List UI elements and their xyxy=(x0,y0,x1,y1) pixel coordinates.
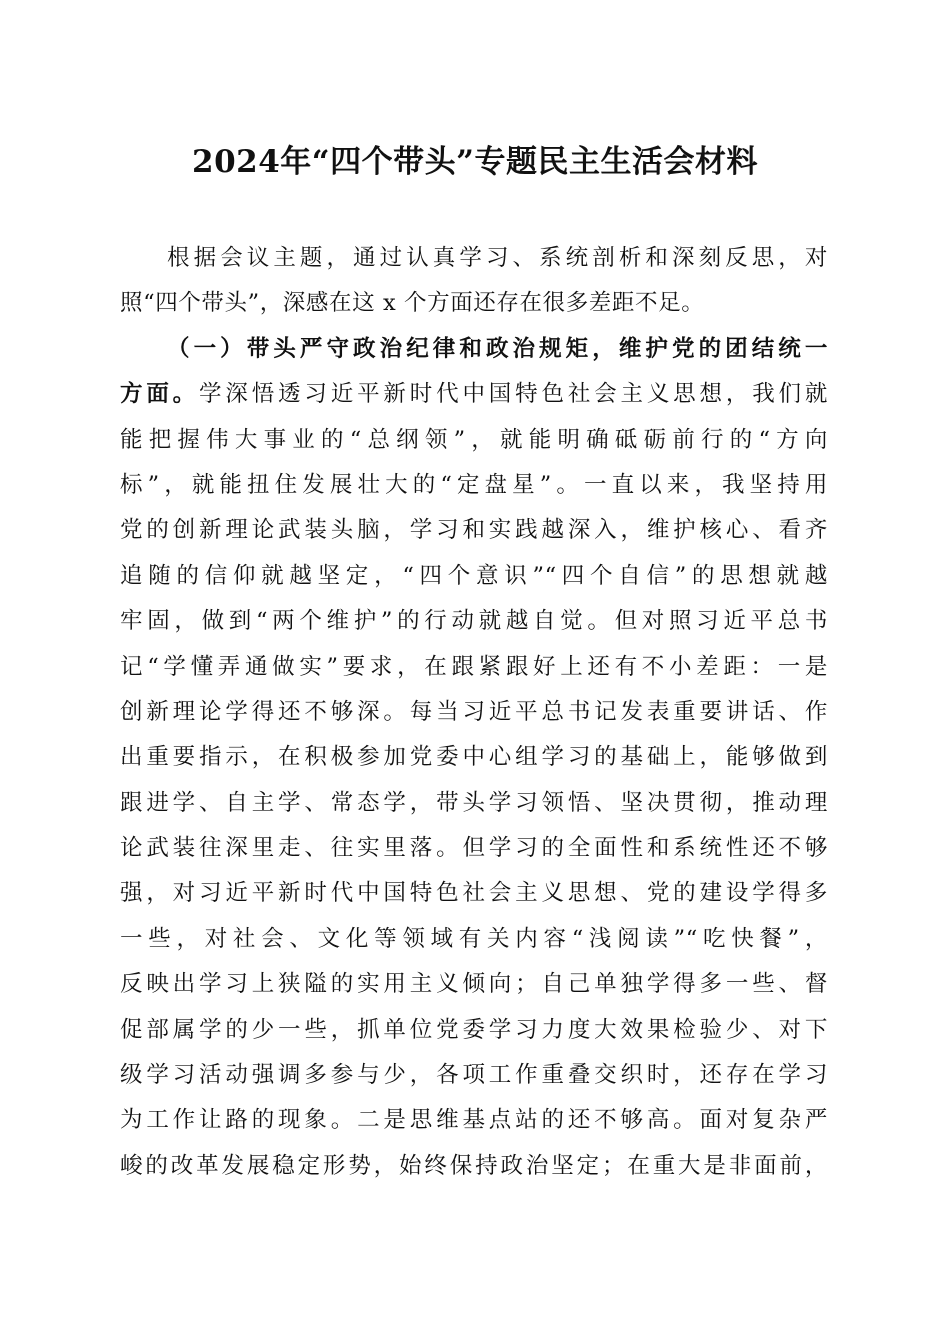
paragraph-line: 党的创新理论武装头脑，学习和实践越深入，维护核心、看齐 xyxy=(120,517,828,544)
document-title: 2024年“四个带头”专题民主生活会材料 xyxy=(192,144,758,180)
paragraph-line: 跟进学、自主学、常态学，带头学习领悟、坚决贯彻，推动理 xyxy=(120,789,828,816)
paragraph-line: 反映出学习上狭隘的实用主义倾向；自己单独学得多一些、督 xyxy=(120,971,828,998)
paragraph-text: 学深悟透习近平新时代中国特色社会主义思想，我们就 xyxy=(199,381,828,408)
paragraph-line: 根据会议主题，通过认真学习、系统剖析和深刻反思，对 xyxy=(167,245,828,271)
paragraph-line: 论武装往深里走、往实里落。但学习的全面性和系统性还不够 xyxy=(120,835,828,862)
paragraph-line: 标”，就能扭住发展壮大的“定盘星”。一直以来，我坚持用 xyxy=(120,471,828,498)
paragraph-line: 为工作让路的现象。二是思维基点站的还不够高。面对复杂严 xyxy=(120,1107,828,1134)
section-heading-continuation xyxy=(120,372,828,417)
paragraph-line: 牢固，做到“两个维护”的行动就越自觉。但对照习近平总书 xyxy=(120,608,828,635)
paragraph-line: 记“学懂弄通做实”要求，在跟紧跟好上还有不小差距：一是 xyxy=(120,653,828,680)
paragraph-line: 追随的信仰就越坚定，“四个意识”“四个自信”的思想就越 xyxy=(120,562,828,589)
document-body xyxy=(120,236,828,1189)
paragraph-line: 峻的改革发展稳定形势，始终保持政治坚定；在重大是非面前， xyxy=(120,1152,828,1179)
paragraph-line: 照“四个带头”，深感在这 x 个方面还存在很多差距不足。 xyxy=(120,290,705,317)
section-heading-end: 方面。 xyxy=(120,381,200,408)
paragraph-line: 能把握伟大事业的“总纲领”，就能明确砥砺前行的“方向 xyxy=(120,426,828,453)
paragraph-line: 出重要指示，在积极参加党委中心组学习的基础上，能够做到 xyxy=(120,744,828,771)
section-heading: （一）带头严守政治纪律和政治规矩，维护党的团结统一 xyxy=(167,335,828,362)
paragraph-line: 级学习活动强调多参与少，各项工作重叠交织时，还存在学习 xyxy=(120,1062,828,1089)
paragraph-line: 强，对习近平新时代中国特色社会主义思想、党的建设学得多 xyxy=(120,880,828,907)
paragraph-line: 促部属学的少一些，抓单位党委学习力度大效果检验少、对下 xyxy=(120,1016,828,1043)
paragraph-line: 一些，对社会、文化等领域有关内容“浅阅读”“吃快餐”， xyxy=(120,925,828,952)
paragraph-line: 创新理论学得还不够深。每当习近平总书记发表重要讲话、作 xyxy=(120,698,828,725)
